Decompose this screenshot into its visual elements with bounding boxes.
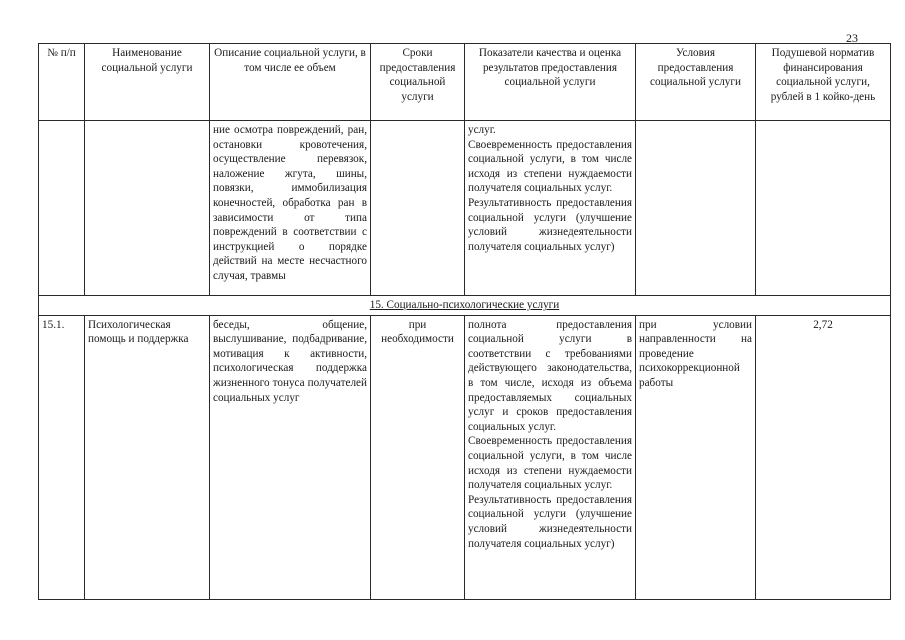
header-description: Описание социальной услуги, в том числе ее объем xyxy=(210,44,371,121)
cell-quality xyxy=(465,315,636,599)
cell-service-name xyxy=(85,121,210,296)
table-header-row xyxy=(39,44,891,121)
cell-number xyxy=(39,121,85,296)
header-service-name: Наименование социальной услуги xyxy=(85,44,210,121)
section-header-row xyxy=(39,296,891,316)
cell-conditions: при условии направленности на проведение психокоррекционной работы xyxy=(636,315,756,599)
section-title: 15. Социально-психологические услуги xyxy=(39,296,891,316)
cell-number: 15.1. xyxy=(39,315,85,599)
page-number: 23 xyxy=(846,31,858,45)
cell-terms: при необходимости xyxy=(371,315,465,599)
header-rate: Подушевой норматив финансирования социальной услуги, рублей в 1 койко-день xyxy=(756,44,891,121)
cell-rate xyxy=(756,121,891,296)
cell-description: ние осмотра повреждений, ран, остановки кровотечения, осуществление перевязок, наложение жгута, шины, повязки, иммобилизация конечностей, обработка ран в зависимости от типа повреждений в соответствии с инструкцией о порядке действий на месте несчастного случая, травмы xyxy=(210,121,371,296)
cell-quality xyxy=(465,121,636,296)
cell-service-name: Психологическая помощь и поддержка xyxy=(85,315,210,599)
services-table xyxy=(38,43,891,600)
table-row xyxy=(39,315,891,599)
quality-line: Своевременность предоставления социальной услуги, в том числе исходя из степени нуждаемости получателя социальных услуг. xyxy=(468,138,632,195)
cell-description: беседы, общение, выслушивание, подбадривание, мотивация к активности, психологическая поддержка жизненного тонуса получателей социальных услуг xyxy=(210,315,371,599)
header-conditions: Условия предоставления социальной услуги xyxy=(636,44,756,121)
quality-line: полнота предоставления социальной услуги в соответствии с требованиями действующего законодательства, в том числе, исходя из объема предоставляемых социальных услуг и сроков предоставления социальных услуг. xyxy=(468,318,632,433)
cell-conditions xyxy=(636,121,756,296)
header-terms: Сроки предоставления социальной услуги xyxy=(371,44,465,121)
table-row xyxy=(39,121,891,296)
quality-line: услуг. xyxy=(468,124,496,136)
cell-terms xyxy=(371,121,465,296)
quality-line: Результативность предоставления социальной услуги (улучшение условий жизнедеятельности получателя социальных услуг) xyxy=(468,493,632,550)
quality-line: Результативность предоставления социальной услуги (улучшение условий жизнедеятельности получателя социальных услуг) xyxy=(468,196,632,253)
cell-rate: 2,72 xyxy=(756,315,891,599)
header-quality: Показатели качества и оценка результатов предоставления социальной услуги xyxy=(465,44,636,121)
quality-line: Своевременность предоставления социальной услуги, в том числе исходя из степени нуждаемости получателя социальных услуг. xyxy=(468,435,632,492)
header-number: № п/п xyxy=(39,44,85,121)
